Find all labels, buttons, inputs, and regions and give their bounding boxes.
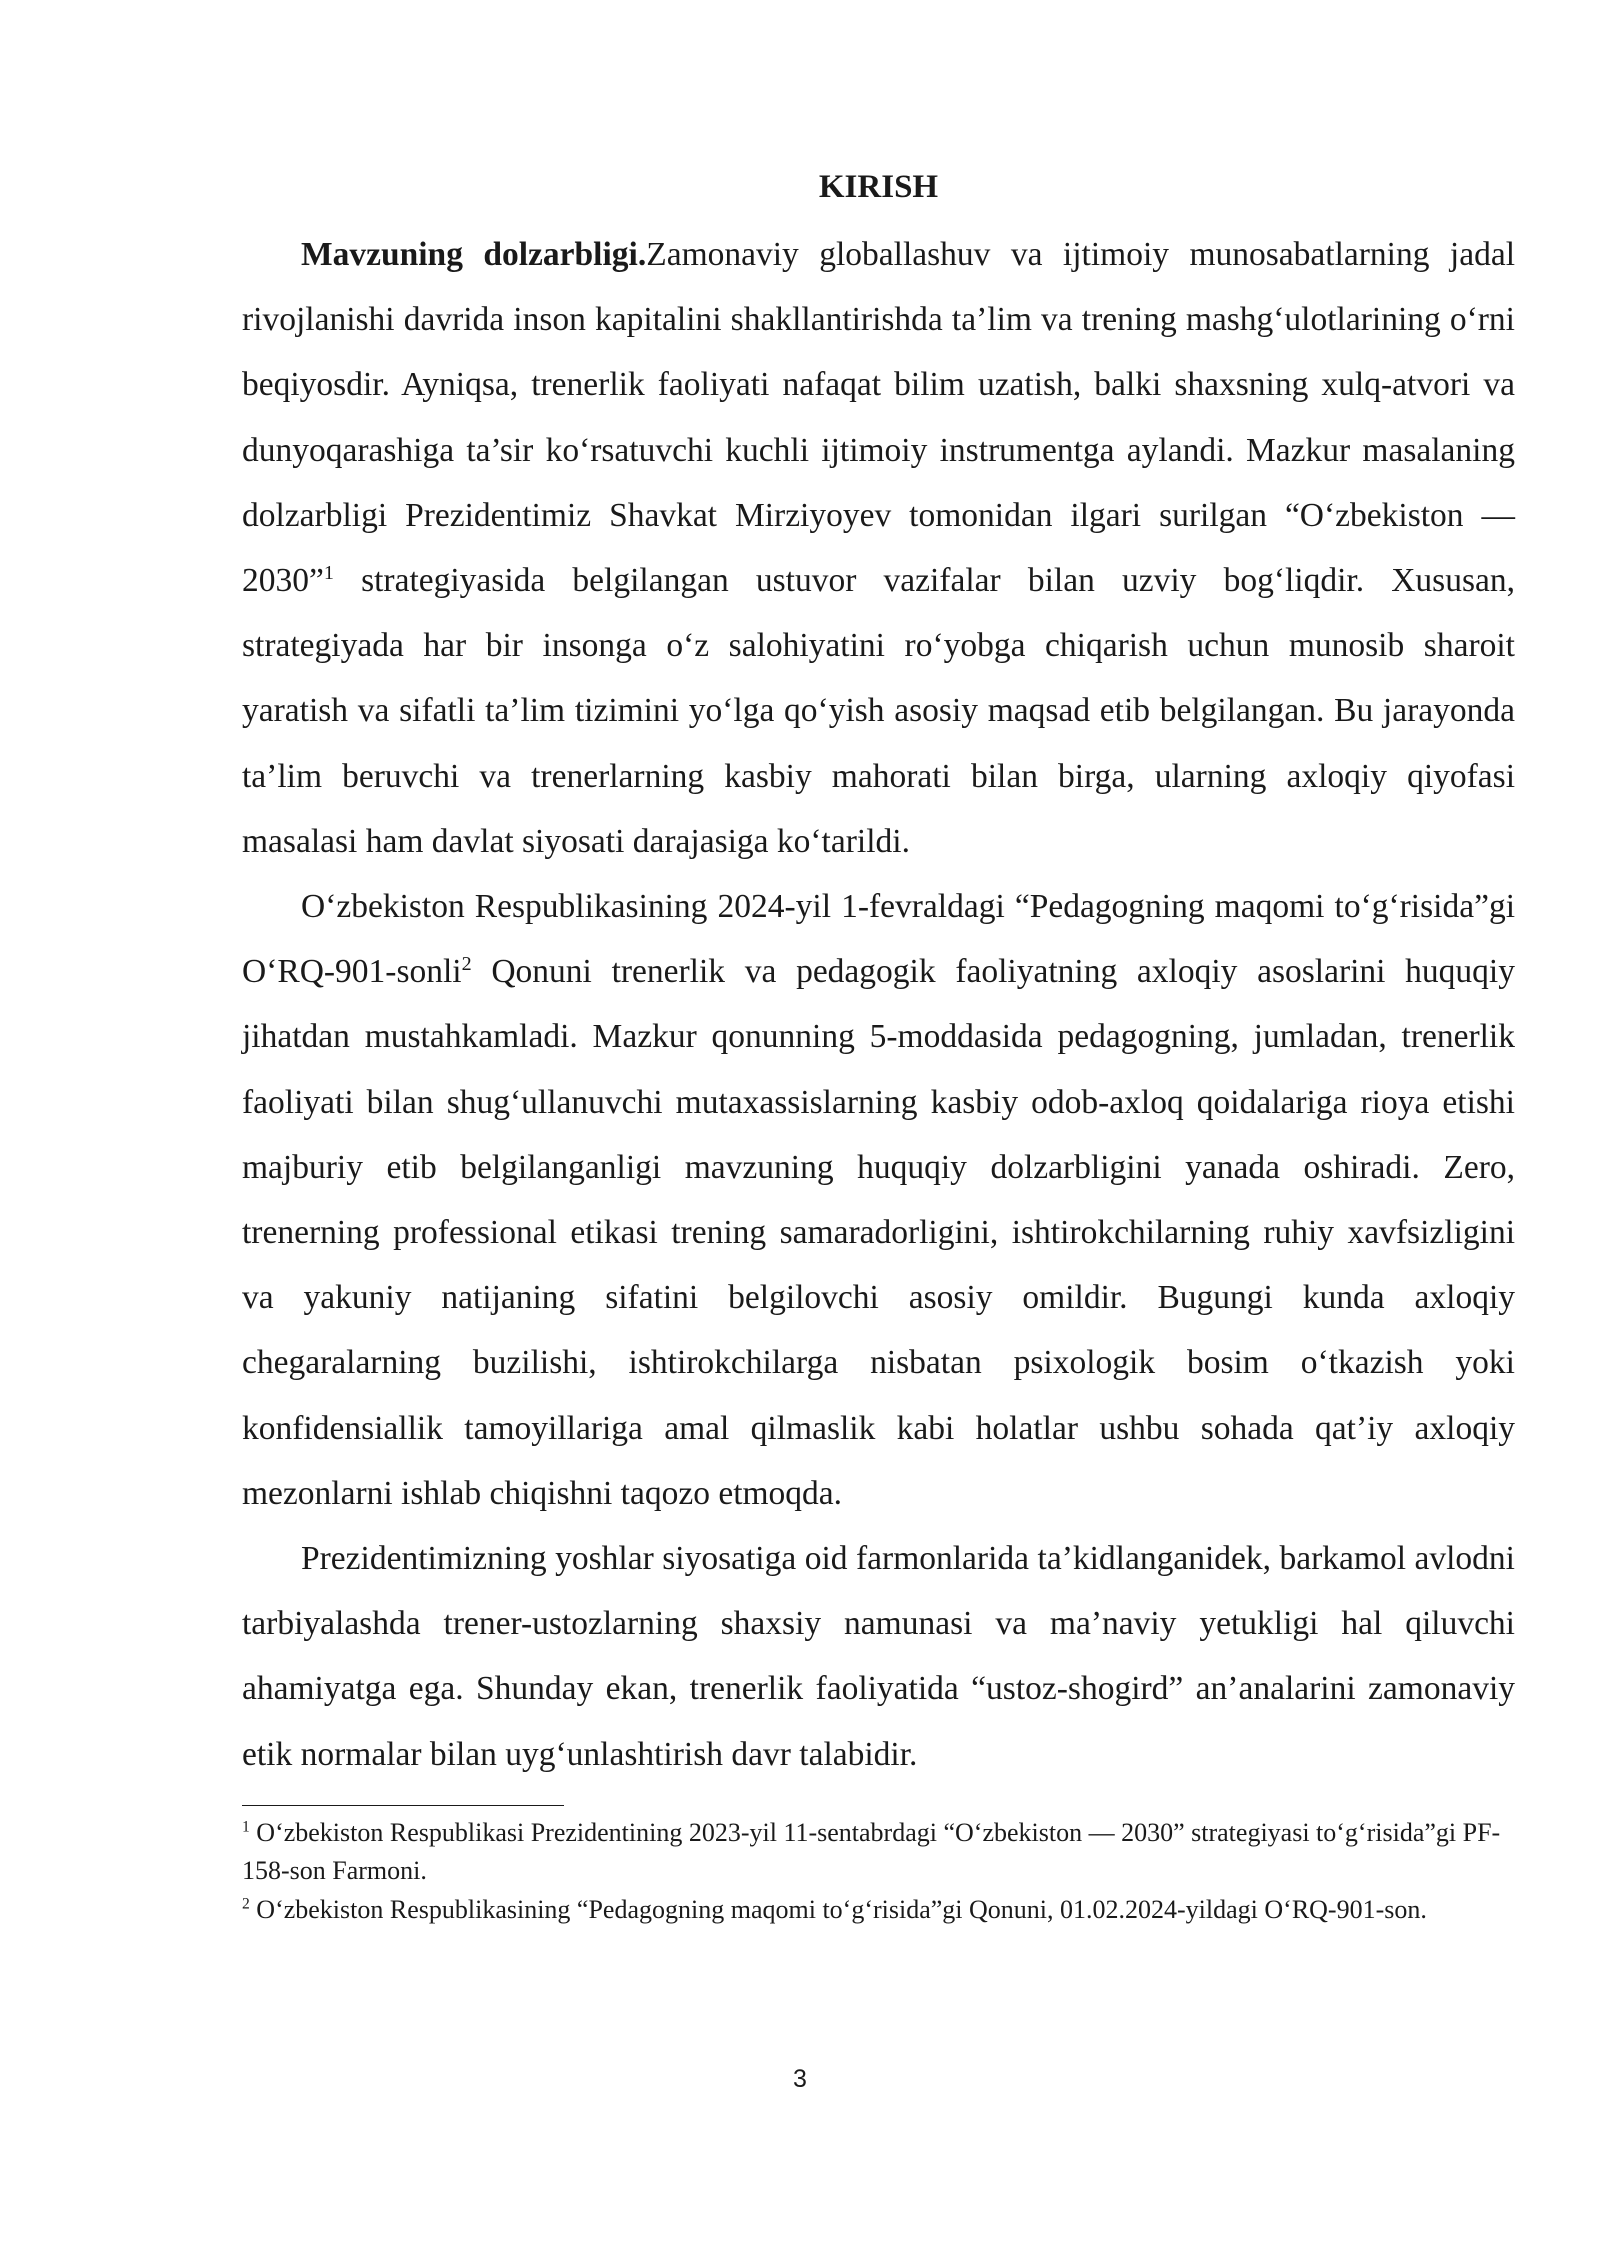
page-number: 3: [793, 2065, 807, 2093]
document-page: [242, 160, 1515, 1929]
paragraph-text: Qonuni trenerlik va pedagogik faoliyatning axloqiy asoslarini huquqiy jihatdan mustahkamladi. Mazkur qonunning 5-moddasida pedagogning, jumladan, trenerlik faoliyati bilan shug‘ullanuvchi mutaxassislarning kasbiy odob-axloq qoidalariga rioya etishi majburiy etib belgilanganligi mavzuning huquqiy dolzarbligini yanada oshiradi. Zero, trenerning professional etikasi trening samaradorligini, ishtirokchilarning ruhiy xavfsizligini va yakuniy natijaning sifatini belgilovchi asosiy omildir. Bugungi kunda axloqiy chegaralarning buzilishi, ishtirokchilarga nisbatan psixologik bosim o‘tkazish yoki konfidensiallik tamoyillariga amal qilmaslik kabi holatlar ushbu sohada qat’iy axloqiy mezonlarni ishlab chiqishni taqozo etmoqda.: [242, 953, 1515, 1512]
paragraph-text: O‘zbekiston Respublikasining 2024-yil 1-fevraldagi “Pedagogning maqomi to‘g‘risida”gi O‘RQ-901-sonli: [242, 888, 1515, 991]
footnote-mark: 2: [242, 1895, 250, 1913]
footnote: [242, 1891, 1515, 1930]
footnote-text: O‘zbekiston Respublikasining “Pedagogning maqomi to‘g‘risida”gi Qonuni, 01.02.2024-yildagi O‘RQ-901-son.: [249, 1894, 1427, 1924]
footnote-text: O‘zbekiston Respublikasi Prezidentining 2023-yil 11-sentabrdagi “O‘zbekiston — 2030” strategiyasi to‘g‘risida”gi PF-158-son Farmoni.: [242, 1817, 1501, 1886]
paragraph-law: [242, 874, 1515, 1526]
footnote-mark: 1: [242, 1818, 250, 1836]
paragraph-text: strategiyasida belgilangan ustuvor vazifalar bilan uzviy bog‘liqdir. Xususan, strategiyada har bir insonga o‘z salohiyatini ro‘yobga chiqarish uchun munosib sharoit yaratish va sifatli ta’lim tizimini yo‘lga qo‘yish asosiy maqsad etib belgilangan. Bu jarayonda ta’lim beruvchi va trenerlarning kasbiy mahorati bilan birga, ularning axloqiy qiyofasi masalasi ham davlat siyosati darajasiga ko‘tarildi.: [242, 562, 1515, 860]
paragraph-text: Zamonaviy globallashuv va ijtimoiy munosabatlarning jadal rivojlanishi davrida inson kapitalini shakllantirishda ta’lim va trening mashg‘ulotlarining o‘rni beqiyosdir. Ayniqsa, trenerlik faoliyati nafaqat bilim uzatish, balki shaxsning xulq-atvori va dunyoqarashiga ta’sir ko‘rsatuvchi kuchli ijtimoiy instrumentga aylandi. Mazkur masalaning dolzarbligi Prezidentimiz Shavkat Mirziyoyev tomonidan ilgari surilgan “O‘zbekiston — 2030”: [242, 236, 1516, 600]
section-title: KIRISH: [818, 169, 939, 205]
paragraph-relevance: [242, 222, 1515, 874]
footnote-ref[interactable]: 2: [461, 953, 472, 976]
footnote-divider: [242, 1805, 564, 1806]
footnote: [242, 1814, 1515, 1891]
paragraph-text: Prezidentimizning yoshlar siyosatiga oid farmonlarida ta’kidlanganidek, barkamol avlodni tarbiyalashda trener-ustozlarning shaxsiy namunasi va ma’naviy yetukligi hal qiluvchi ahamiyatga ega. Shunday ekan, trenerlik faoliyatida “ustoz-shogird” an’analarini zamonaviy etik normalar bilan uyg‘unlashtirish davr talabidir.: [242, 1540, 1515, 1773]
footnote-ref[interactable]: 1: [323, 561, 334, 584]
paragraph-lead: Mavzuning dolzarbligi.: [301, 236, 647, 273]
paragraph-youth-policy: [242, 1526, 1515, 1787]
